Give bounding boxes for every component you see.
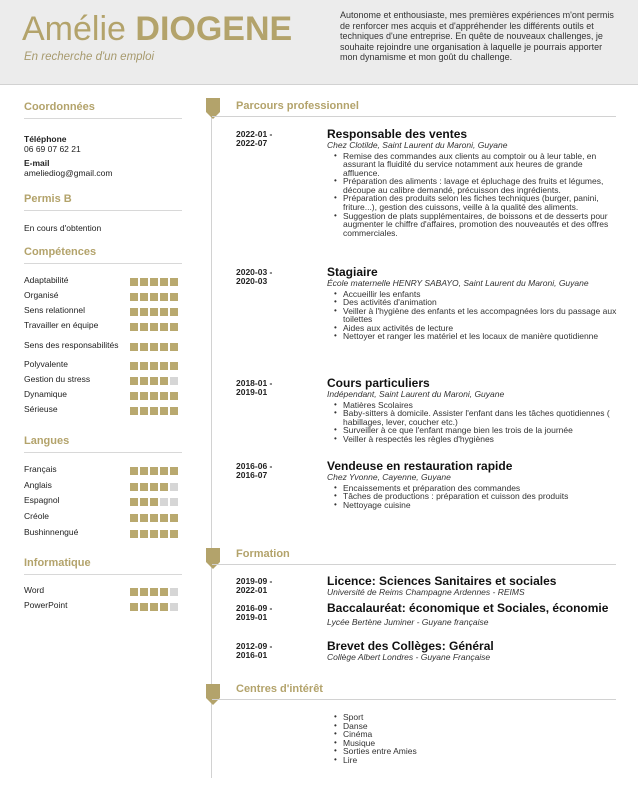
rating-square	[150, 308, 158, 316]
bullet-item: • Aides aux activités de lecture	[343, 324, 617, 333]
rating-square	[150, 498, 158, 506]
contact-section	[24, 101, 182, 178]
entry-place: École maternelle HENRY SABAYO, Saint Laurent du Maroni, Guyane	[327, 278, 589, 288]
contact-title: Coordonnées	[24, 101, 182, 119]
rating-square	[170, 603, 178, 611]
entry-start: 2016-09 -	[236, 603, 273, 613]
rating-square	[130, 278, 138, 286]
rating-square	[160, 483, 168, 491]
computing-label: Word	[24, 585, 45, 595]
bullet-item: • Baby-sitters à domicile. Assister l'enfant dans les tâches quotidiennes ( habillages, lever, coucher etc.)	[343, 409, 617, 426]
skill-label: Gestion du stress	[24, 374, 91, 384]
computing-row	[24, 586, 184, 600]
interest-item: • Sport	[343, 713, 417, 722]
entry-dates	[236, 379, 324, 397]
entry-body	[327, 266, 617, 341]
rating-square	[170, 467, 178, 475]
rating-square	[140, 603, 148, 611]
rating-square	[130, 530, 138, 538]
rating-square	[140, 514, 148, 522]
bullet-item: • Suggestion de plats supplémentaires, de boissons et de desserts pour augmenter le chiffre d'affaires, promotion des nouveautés et des offres commerciales.	[343, 212, 617, 238]
rating-square	[140, 323, 148, 331]
intro-text: Autonome et enthousiaste, mes premières expériences m'ont permis de renforcer mes acquis et d'appréhender les différents outils et techniques d'une entreprise. En quête de nouveaux challenges, je souhaite rejoindre une organisation à laquelle je pourrais apporter mon dynamisme et mon goût du challenge.	[340, 10, 614, 62]
rating-square	[160, 530, 168, 538]
rating-square	[150, 323, 158, 331]
rating-square	[140, 498, 148, 506]
skill-rating	[130, 362, 178, 370]
rating-square	[140, 467, 148, 475]
rating-square	[160, 498, 168, 506]
rating-square	[170, 588, 178, 596]
rating-square	[160, 278, 168, 286]
phone-label: Téléphone	[24, 134, 67, 144]
license-status: En cours d'obtention	[24, 223, 102, 233]
entry-body	[327, 640, 617, 663]
skill-row	[24, 276, 184, 290]
entry-place: Lycée Bertène Juminer - Guyane française	[327, 617, 489, 627]
rating-square	[170, 514, 178, 522]
bullet-item: • Préparation des aliments : lavage et épluchage des fruits et légumes, découpe au calibre demandé, précuisson des ingrédients.	[343, 177, 617, 194]
rating-square	[170, 308, 178, 316]
rating-square	[140, 362, 148, 370]
education-divider	[212, 564, 616, 565]
entry-title: Vendeuse en restauration rapide	[327, 459, 513, 473]
languages-section	[24, 435, 182, 453]
interest-item: • Danse	[343, 722, 417, 731]
entry-end: 2019-01	[236, 387, 268, 397]
entry-end: 2016-01	[236, 650, 268, 660]
bullet-item: • Nettoyage cuisine	[343, 501, 617, 510]
language-row	[24, 481, 184, 495]
entry-place: Chez Clotilde, Saint Laurent du Maroni, Guyane	[327, 140, 508, 150]
bullet-item: • Encaissements et préparation des commandes	[343, 484, 617, 493]
rating-square	[140, 392, 148, 400]
entry-bullets	[327, 152, 617, 238]
skill-label: Polyvalente	[24, 359, 68, 369]
language-rating	[130, 530, 178, 538]
rating-square	[150, 377, 158, 385]
rating-square	[170, 278, 178, 286]
interest-item: • Lire	[343, 756, 417, 765]
computing-rating	[130, 588, 178, 596]
skill-rating	[130, 323, 178, 331]
rating-square	[160, 293, 168, 301]
rating-square	[150, 392, 158, 400]
entry-end: 2022-07	[236, 138, 268, 148]
skill-label: Adaptabilité	[24, 275, 69, 285]
rating-square	[160, 323, 168, 331]
rating-square	[140, 293, 148, 301]
language-label: Bushinnengué	[24, 527, 79, 537]
email-value: ameliediog@gmail.com	[24, 168, 113, 178]
computing-rating	[130, 603, 178, 611]
rating-square	[170, 323, 178, 331]
skill-rating	[130, 407, 178, 415]
rating-square	[130, 293, 138, 301]
skill-rating	[130, 308, 178, 316]
rating-square	[150, 514, 158, 522]
rating-square	[130, 514, 138, 522]
interests-title: Centres d'intérêt	[236, 683, 323, 695]
bullet-item: • Surveiller à ce que l'enfant mange bien les trois de la journée	[343, 426, 617, 435]
interests-flag-icon	[206, 684, 220, 706]
email-label: E-mail	[24, 158, 50, 168]
rating-square	[170, 498, 178, 506]
language-row	[24, 465, 184, 479]
rating-square	[140, 483, 148, 491]
skill-row	[24, 390, 184, 404]
skill-row	[24, 375, 184, 389]
rating-square	[140, 343, 148, 351]
language-rating	[130, 483, 178, 491]
rating-square	[170, 362, 178, 370]
rating-square	[130, 483, 138, 491]
entry-end: 2020-03	[236, 276, 268, 286]
skill-label: Travailler en équipe	[24, 320, 99, 330]
computing-row	[24, 601, 184, 615]
rating-square	[160, 343, 168, 351]
language-row	[24, 528, 184, 542]
rating-square	[130, 377, 138, 385]
language-label: Espagnol	[24, 495, 60, 505]
language-row	[24, 512, 184, 526]
rating-square	[150, 293, 158, 301]
rating-square	[140, 308, 148, 316]
rating-square	[130, 467, 138, 475]
rating-square	[160, 407, 168, 415]
header-divider	[0, 84, 638, 85]
languages-title: Langues	[24, 435, 182, 453]
entry-place: Collège Albert Londres - Guyane Française	[327, 652, 491, 662]
entry-end: 2019-01	[236, 612, 268, 622]
bullet-item: • Veiller à respectés les règles d'hygiènes	[343, 435, 617, 444]
rating-square	[140, 377, 148, 385]
entry-title: Licence: Sciences Sanitaires et sociales	[327, 574, 557, 588]
skill-row	[24, 360, 184, 374]
computing-label: PowerPoint	[24, 600, 68, 610]
entry-start: 2018-01 -	[236, 378, 273, 388]
experience-divider	[212, 116, 616, 117]
entry-body	[327, 460, 617, 509]
computing-title: Informatique	[24, 557, 182, 575]
language-rating	[130, 514, 178, 522]
rating-square	[130, 407, 138, 415]
skill-rating	[130, 293, 178, 301]
timeline-line	[211, 98, 212, 778]
first-name: Amélie	[22, 10, 126, 48]
entry-title: Responsable des ventes	[327, 127, 468, 141]
entry-title: Cours particuliers	[327, 376, 430, 390]
rating-square	[170, 407, 178, 415]
rating-square	[140, 588, 148, 596]
entry-start: 2016-06 -	[236, 461, 273, 471]
rating-square	[130, 308, 138, 316]
entry-dates	[236, 642, 324, 660]
entry-dates	[236, 462, 324, 480]
interest-item: • Sorties entre Amies	[343, 747, 417, 756]
rating-square	[150, 588, 158, 596]
entry-body	[327, 602, 617, 628]
entry-dates	[236, 268, 324, 286]
rating-square	[130, 392, 138, 400]
entry-body	[327, 377, 617, 443]
rating-square	[170, 343, 178, 351]
bullet-item: • Tâches de productions : préparation et cuisson des produits	[343, 492, 617, 501]
language-label: Français	[24, 464, 57, 474]
bullet-item: • Matières Scolaires	[343, 401, 617, 410]
language-rating	[130, 498, 178, 506]
language-label: Anglais	[24, 480, 52, 490]
skill-row	[24, 341, 184, 355]
rating-square	[140, 278, 148, 286]
interests-list	[327, 713, 417, 764]
entry-bullets	[327, 401, 617, 444]
rating-square	[160, 308, 168, 316]
experience-title: Parcours professionnel	[236, 100, 359, 112]
rating-square	[150, 530, 158, 538]
language-label: Créole	[24, 511, 50, 521]
computing-section	[24, 557, 182, 575]
bullet-item: • Remise des commandes aux clients au comptoir ou à leur table, en assurant la fluidité du service notamment aux heures de grande affluence.	[343, 152, 617, 178]
rating-square	[150, 278, 158, 286]
bullet-item: • Accueillir les enfants	[343, 290, 617, 299]
entry-title: Baccalauréat: économique et Sociales, économie	[327, 601, 609, 615]
bullet-item: • Des activités d'animation	[343, 298, 617, 307]
rating-square	[160, 467, 168, 475]
skills-section	[24, 246, 182, 264]
education-title: Formation	[236, 548, 290, 560]
entry-body	[327, 128, 617, 237]
rating-square	[150, 362, 158, 370]
skill-row	[24, 405, 184, 419]
interest-item: • Musique	[343, 739, 417, 748]
skill-label: Sens des responsabilités	[24, 340, 119, 350]
interest-item: • Cinéma	[343, 730, 417, 739]
phone-value: 06 69 07 62 21	[24, 144, 81, 154]
bullet-item: • Veiller à l'hygiène des enfants et les accompagnées lors du passage aux toilettes	[343, 307, 617, 324]
rating-square	[130, 498, 138, 506]
rating-square	[140, 407, 148, 415]
rating-square	[150, 483, 158, 491]
license-section	[24, 193, 182, 233]
entry-start: 2022-01 -	[236, 129, 273, 139]
skill-label: Dynamique	[24, 389, 67, 399]
rating-square	[160, 603, 168, 611]
entry-start: 2019-09 -	[236, 576, 273, 586]
education-flag-icon	[206, 548, 220, 570]
entry-dates	[236, 130, 324, 148]
skill-label: Sens relationnel	[24, 305, 85, 315]
entry-start: 2020-03 -	[236, 267, 273, 277]
rating-square	[170, 530, 178, 538]
entry-start: 2012-09 -	[236, 641, 273, 651]
skill-label: Sérieuse	[24, 404, 58, 414]
bullet-item: • Nettoyer et ranger les matériel et les locaux de manière quotidienne	[343, 332, 617, 341]
header	[0, 0, 638, 84]
rating-square	[170, 377, 178, 385]
rating-square	[160, 377, 168, 385]
tagline: En recherche d'un emploi	[24, 51, 155, 63]
skills-title: Compétences	[24, 246, 182, 264]
rating-square	[130, 362, 138, 370]
skill-row	[24, 306, 184, 320]
rating-square	[170, 293, 178, 301]
entry-end: 2022-01	[236, 585, 268, 595]
rating-square	[160, 588, 168, 596]
skill-row	[24, 321, 184, 335]
entry-dates	[236, 577, 324, 595]
skill-rating	[130, 377, 178, 385]
entry-place: Université de Reims Champagne Ardennes - REIMS	[327, 587, 525, 597]
full-name	[22, 10, 292, 49]
bullet-item: • Préparation des produits selon les fiches techniques (burger, panini, friture...), gestion des cuissons, veille à la qualité des aliments.	[343, 194, 617, 211]
skill-label: Organisé	[24, 290, 59, 300]
language-row	[24, 496, 184, 510]
entry-bullets	[327, 290, 617, 342]
license-title: Permis B	[24, 193, 182, 211]
entry-bullets	[327, 484, 617, 510]
entry-body	[327, 575, 617, 598]
rating-square	[150, 467, 158, 475]
last-name: DIOGENE	[135, 10, 293, 48]
rating-square	[130, 343, 138, 351]
rating-square	[160, 514, 168, 522]
entry-place: Chez Yvonne, Cayenne, Guyane	[327, 472, 451, 482]
rating-square	[170, 392, 178, 400]
rating-square	[150, 343, 158, 351]
rating-square	[160, 392, 168, 400]
interests-divider	[212, 699, 616, 700]
entry-dates	[236, 604, 324, 622]
rating-square	[150, 603, 158, 611]
entry-title: Brevet des Collèges: Général	[327, 639, 494, 653]
skill-rating	[130, 278, 178, 286]
language-rating	[130, 467, 178, 475]
rating-square	[130, 603, 138, 611]
rating-square	[130, 588, 138, 596]
entry-title: Stagiaire	[327, 265, 378, 279]
entry-end: 2016-07	[236, 470, 268, 480]
rating-square	[160, 362, 168, 370]
skill-rating	[130, 392, 178, 400]
entry-place: Indépendant, Saint Laurent du Maroni, Guyane	[327, 389, 505, 399]
rating-square	[170, 483, 178, 491]
rating-square	[140, 530, 148, 538]
skill-row	[24, 291, 184, 305]
rating-square	[130, 323, 138, 331]
rating-square	[150, 407, 158, 415]
skill-rating	[130, 343, 178, 351]
